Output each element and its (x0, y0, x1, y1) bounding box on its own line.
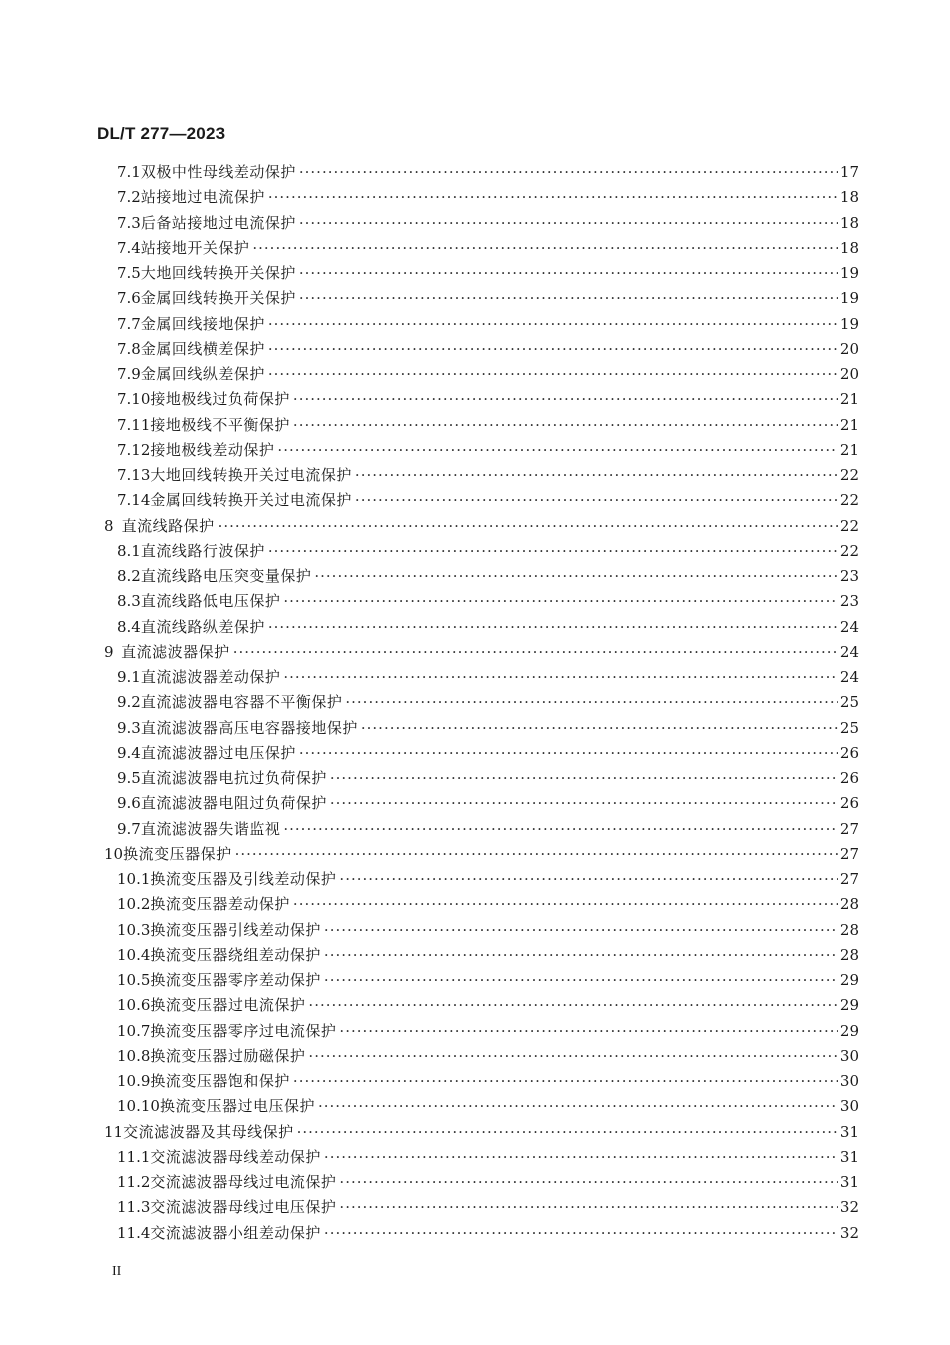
toc-entry-number: 10.8 (117, 1046, 151, 1065)
toc-dot-leader (299, 286, 838, 311)
toc-entry-number: 7.14 (117, 491, 151, 510)
toc-dot-leader (324, 1145, 838, 1170)
toc-entry-title: 换流变压器及引线差动保护 (150, 870, 337, 888)
toc-dot-leader (299, 160, 838, 185)
toc-entry-title: 接地极线过负荷保护 (150, 390, 290, 409)
toc-entry[interactable] (97, 1094, 859, 1119)
toc-entry-page: 19 (839, 289, 859, 308)
toc-entry-number: 10.9 (117, 1072, 151, 1090)
toc-entry[interactable] (97, 1221, 859, 1246)
toc-entry[interactable] (97, 514, 859, 539)
toc-entry-title: 直流线路行波保护 (140, 541, 265, 560)
toc-entry-page: 30 (839, 1072, 859, 1090)
toc-entry-number: 7.4 (117, 238, 141, 257)
toc-entry-number: 7.13 (117, 466, 151, 484)
toc-entry[interactable] (97, 943, 859, 968)
toc-entry-number: 7.9 (117, 365, 141, 383)
toc-entry-page: 18 (839, 213, 859, 232)
toc-entry-title: 直流线路纵差保护 (140, 617, 265, 636)
toc-entry-page: 18 (839, 188, 859, 207)
toc-entry-number: 7.3 (117, 213, 141, 232)
toc-entry[interactable] (97, 564, 859, 589)
toc-entry-number: 11.4 (117, 1223, 151, 1242)
toc-dot-leader (314, 564, 838, 589)
toc-entry-page: 19 (839, 314, 859, 333)
toc-entry-page: 31 (839, 1122, 859, 1141)
toc-dot-leader (339, 867, 837, 892)
toc-dot-leader (297, 1120, 838, 1145)
toc-entry-number: 7.8 (117, 339, 141, 358)
toc-entry-title: 直流滤波器电抗过负荷保护 (140, 769, 327, 787)
toc-entry[interactable] (97, 160, 859, 185)
toc-entry[interactable] (97, 236, 859, 261)
toc-dot-leader (293, 387, 838, 412)
document-header: DL/T 277—2023 (97, 124, 226, 143)
toc-entry-page: 21 (839, 415, 859, 434)
toc-entry-title: 后备站接地过电流保护 (140, 213, 296, 232)
toc-entry-title: 金属回线纵差保护 (140, 365, 265, 383)
toc-entry-page: 17 (839, 163, 859, 181)
toc-entry-number: 7.1 (117, 163, 141, 181)
toc-dot-leader (324, 968, 838, 993)
toc-entry[interactable] (97, 1145, 859, 1170)
toc-entry[interactable] (97, 1170, 859, 1195)
toc-entry-title: 换流变压器过电压保护 (159, 1097, 315, 1116)
toc-dot-leader (252, 236, 838, 261)
toc-entry-title: 金属回线横差保护 (140, 339, 265, 358)
toc-dot-leader (339, 1195, 837, 1220)
toc-dot-leader (339, 1170, 837, 1195)
toc-entry-title: 接地极线差动保护 (150, 440, 275, 459)
toc-entry[interactable] (97, 337, 859, 362)
toc-entry-title: 金属回线转换开关保护 (140, 289, 296, 308)
toc-entry-title: 直流滤波器失谐监视 (140, 819, 281, 838)
toc-entry-page: 22 (839, 466, 859, 484)
toc-entry-page: 29 (839, 996, 859, 1015)
toc-entry-number: 8.4 (117, 617, 141, 636)
toc-entry-number: 9.1 (117, 668, 141, 686)
toc-dot-leader (293, 892, 838, 917)
toc-entry-number: 9.3 (117, 718, 141, 737)
toc-dot-leader (324, 918, 838, 943)
toc-entry-title: 直流滤波器电容器不平衡保护 (140, 693, 343, 712)
toc-entry[interactable] (97, 993, 859, 1018)
toc-entry-number: 7.6 (117, 289, 141, 308)
toc-dot-leader (299, 741, 838, 766)
toc-entry[interactable] (97, 892, 859, 917)
toc-entry-number: 9 (104, 642, 114, 661)
toc-entry-number: 9.5 (117, 769, 141, 787)
toc-entry[interactable] (97, 791, 859, 816)
toc-entry[interactable] (97, 185, 859, 210)
toc-entry[interactable] (97, 918, 859, 943)
toc-entry[interactable] (97, 413, 859, 438)
toc-entry-title: 换流变压器引线差动保护 (150, 920, 321, 939)
toc-entry-page: 22 (839, 516, 859, 535)
toc-dot-leader (268, 539, 838, 564)
toc-entry-page: 23 (839, 592, 859, 611)
toc-entry[interactable] (97, 690, 859, 715)
toc-dot-leader (293, 1069, 838, 1094)
toc-entry-number: 7.5 (117, 264, 141, 282)
toc-dot-leader (283, 665, 838, 690)
toc-dot-leader (283, 589, 838, 614)
toc-entry-title: 换流变压器零序过电流保护 (150, 1021, 337, 1040)
toc-dot-leader (330, 791, 838, 816)
toc-entry[interactable] (97, 362, 859, 387)
toc-entry-title: 换流变压器零序差动保护 (150, 971, 321, 989)
toc-entry-title: 换流变压器过电流保护 (150, 996, 306, 1015)
toc-entry[interactable] (97, 589, 859, 614)
toc-dot-leader (345, 690, 838, 715)
toc-entry-page: 24 (839, 668, 859, 686)
toc-entry-number: 8.1 (117, 541, 141, 560)
toc-entry-title: 双极中性母线差动保护 (140, 163, 296, 181)
table-of-contents (97, 160, 859, 1246)
toc-entry-page: 20 (839, 339, 859, 358)
toc-entry-title: 换流变压器差动保护 (150, 895, 290, 914)
toc-dot-leader (324, 1221, 838, 1246)
toc-entry-page: 24 (839, 642, 859, 661)
toc-dot-leader (299, 261, 838, 286)
toc-dot-leader (268, 337, 838, 362)
toc-entry-page: 19 (839, 264, 859, 282)
toc-dot-leader (277, 438, 837, 463)
toc-entry-title: 直流滤波器电阻过负荷保护 (140, 794, 327, 813)
toc-entry[interactable] (97, 968, 859, 993)
toc-entry-page: 29 (839, 971, 859, 989)
toc-entry-page: 18 (839, 238, 859, 257)
toc-dot-leader (268, 185, 838, 210)
toc-entry-title: 直流滤波器保护 (121, 642, 230, 661)
toc-entry-number: 7.7 (117, 314, 141, 333)
toc-entry-title: 换流变压器保护 (123, 844, 232, 863)
toc-entry[interactable] (97, 766, 859, 791)
toc-entry-page: 26 (839, 743, 859, 762)
toc-entry-number: 11.3 (117, 1198, 151, 1217)
toc-entry-number: 7.11 (117, 415, 151, 434)
toc-entry-number: 8 (104, 516, 114, 535)
toc-entry-page: 26 (839, 794, 859, 813)
toc-entry-page: 20 (839, 365, 859, 383)
toc-entry-page: 29 (839, 1021, 859, 1040)
toc-entry[interactable] (97, 817, 859, 842)
toc-entry-page: 27 (839, 870, 859, 888)
toc-entry-number: 9.7 (117, 819, 141, 838)
toc-entry[interactable] (97, 488, 859, 513)
toc-entry-page: 24 (839, 617, 859, 636)
toc-dot-leader (361, 716, 838, 741)
toc-entry[interactable] (97, 463, 859, 488)
toc-entry-number: 7.12 (117, 440, 151, 459)
toc-entry[interactable] (97, 640, 859, 665)
toc-entry-number: 10.6 (117, 996, 151, 1015)
toc-entry[interactable] (97, 539, 859, 564)
toc-entry[interactable] (97, 1069, 859, 1094)
toc-dot-leader (318, 1094, 838, 1119)
toc-entry-number: 11.1 (117, 1147, 151, 1166)
toc-entry-page: 22 (839, 541, 859, 560)
toc-entry-title: 金属回线接地保护 (140, 314, 265, 333)
toc-entry-title: 交流滤波器母线差动保护 (150, 1147, 321, 1166)
toc-entry-page: 31 (839, 1173, 859, 1191)
toc-dot-leader (355, 488, 838, 513)
toc-entry[interactable] (97, 842, 859, 867)
toc-entry-page: 27 (839, 844, 859, 863)
toc-entry[interactable] (97, 261, 859, 286)
toc-entry-page: 27 (839, 819, 859, 838)
toc-dot-leader (218, 514, 838, 539)
toc-entry[interactable] (97, 1019, 859, 1044)
toc-dot-leader (324, 943, 838, 968)
toc-entry[interactable] (97, 286, 859, 311)
toc-dot-leader (308, 993, 837, 1018)
toc-entry-page: 32 (839, 1198, 859, 1217)
toc-entry-title: 直流滤波器过电压保护 (140, 743, 296, 762)
toc-entry-title: 交流滤波器及其母线保护 (123, 1122, 294, 1141)
toc-entry-number: 9.2 (117, 693, 141, 712)
toc-entry-number: 7.2 (117, 188, 141, 207)
toc-dot-leader (283, 817, 838, 842)
toc-entry-title: 站接地开关保护 (140, 238, 250, 257)
toc-entry-number: 10.5 (117, 971, 151, 989)
toc-dot-leader (293, 413, 838, 438)
toc-entry[interactable] (97, 1044, 859, 1069)
toc-entry[interactable] (97, 665, 859, 690)
toc-entry-page: 23 (839, 567, 859, 585)
toc-entry-number: 10.2 (117, 895, 151, 914)
toc-entry[interactable] (97, 1195, 859, 1220)
toc-entry[interactable] (97, 387, 859, 412)
toc-entry-number: 9.6 (117, 794, 141, 813)
toc-dot-leader (355, 463, 838, 488)
toc-entry[interactable] (97, 615, 859, 640)
toc-entry[interactable] (97, 1120, 859, 1145)
toc-entry-number: 11.2 (117, 1173, 151, 1191)
toc-entry-page: 25 (839, 718, 859, 737)
toc-entry-number: 8.2 (117, 567, 141, 585)
toc-entry-title: 换流变压器绕组差动保护 (150, 945, 321, 964)
toc-entry-page: 21 (839, 390, 859, 409)
page-number: II (112, 1264, 122, 1279)
toc-entry-title: 直流滤波器高压电容器接地保护 (140, 718, 358, 737)
toc-entry-title: 金属回线转换开关过电流保护 (150, 491, 352, 510)
toc-entry-page: 26 (839, 769, 859, 787)
toc-entry-title: 交流滤波器母线过电压保护 (150, 1198, 337, 1217)
toc-entry-number: 10 (104, 844, 124, 863)
toc-entry-title: 接地极线不平衡保护 (150, 415, 290, 434)
toc-entry-page: 25 (839, 693, 859, 712)
toc-entry-title: 直流线路保护 (121, 516, 215, 535)
toc-entry[interactable] (97, 867, 859, 892)
toc-entry-title: 直流滤波器差动保护 (140, 668, 281, 686)
toc-entry-title: 大地回线转换开关保护 (140, 264, 296, 282)
toc-dot-leader (330, 766, 838, 791)
toc-entry-title: 换流变压器饱和保护 (150, 1072, 290, 1090)
toc-entry-number: 9.4 (117, 743, 141, 762)
toc-dot-leader (268, 615, 838, 640)
toc-entry-page: 31 (839, 1147, 859, 1166)
toc-entry-page: 30 (839, 1046, 859, 1065)
toc-entry-number: 11 (104, 1122, 124, 1141)
toc-entry-page: 21 (839, 440, 859, 459)
toc-entry-number: 10.1 (117, 870, 151, 888)
toc-entry-number: 7.10 (117, 390, 151, 409)
toc-entry-page: 32 (839, 1223, 859, 1242)
toc-entry[interactable] (97, 741, 859, 766)
toc-dot-leader (268, 312, 838, 337)
toc-entry[interactable] (97, 312, 859, 337)
toc-entry-title: 交流滤波器小组差动保护 (150, 1223, 321, 1242)
toc-entry-title: 大地回线转换开关过电流保护 (150, 466, 352, 484)
toc-entry-number: 10.10 (117, 1097, 160, 1116)
toc-entry[interactable] (97, 438, 859, 463)
toc-dot-leader (339, 1019, 837, 1044)
toc-entry-page: 28 (839, 920, 859, 939)
toc-entry-title: 直流线路低电压保护 (140, 592, 281, 611)
toc-entry-page: 30 (839, 1097, 859, 1116)
toc-dot-leader (308, 1044, 837, 1069)
toc-entry-number: 10.4 (117, 945, 151, 964)
toc-entry[interactable] (97, 716, 859, 741)
toc-entry-title: 换流变压器过励磁保护 (150, 1046, 306, 1065)
toc-entry-page: 22 (839, 491, 859, 510)
toc-entry-number: 8.3 (117, 592, 141, 611)
toc-entry-page: 28 (839, 895, 859, 914)
toc-entry-title: 交流滤波器母线过电流保护 (150, 1173, 337, 1191)
toc-entry-number: 10.7 (117, 1021, 151, 1040)
toc-entry[interactable] (97, 211, 859, 236)
toc-entry-title: 站接地过电流保护 (140, 188, 265, 207)
toc-entry-title: 直流线路电压突变量保护 (140, 567, 312, 585)
toc-dot-leader (299, 211, 838, 236)
toc-dot-leader (235, 842, 838, 867)
toc-dot-leader (233, 640, 838, 665)
toc-dot-leader (268, 362, 838, 387)
toc-entry-page: 28 (839, 945, 859, 964)
toc-entry-number: 10.3 (117, 920, 151, 939)
